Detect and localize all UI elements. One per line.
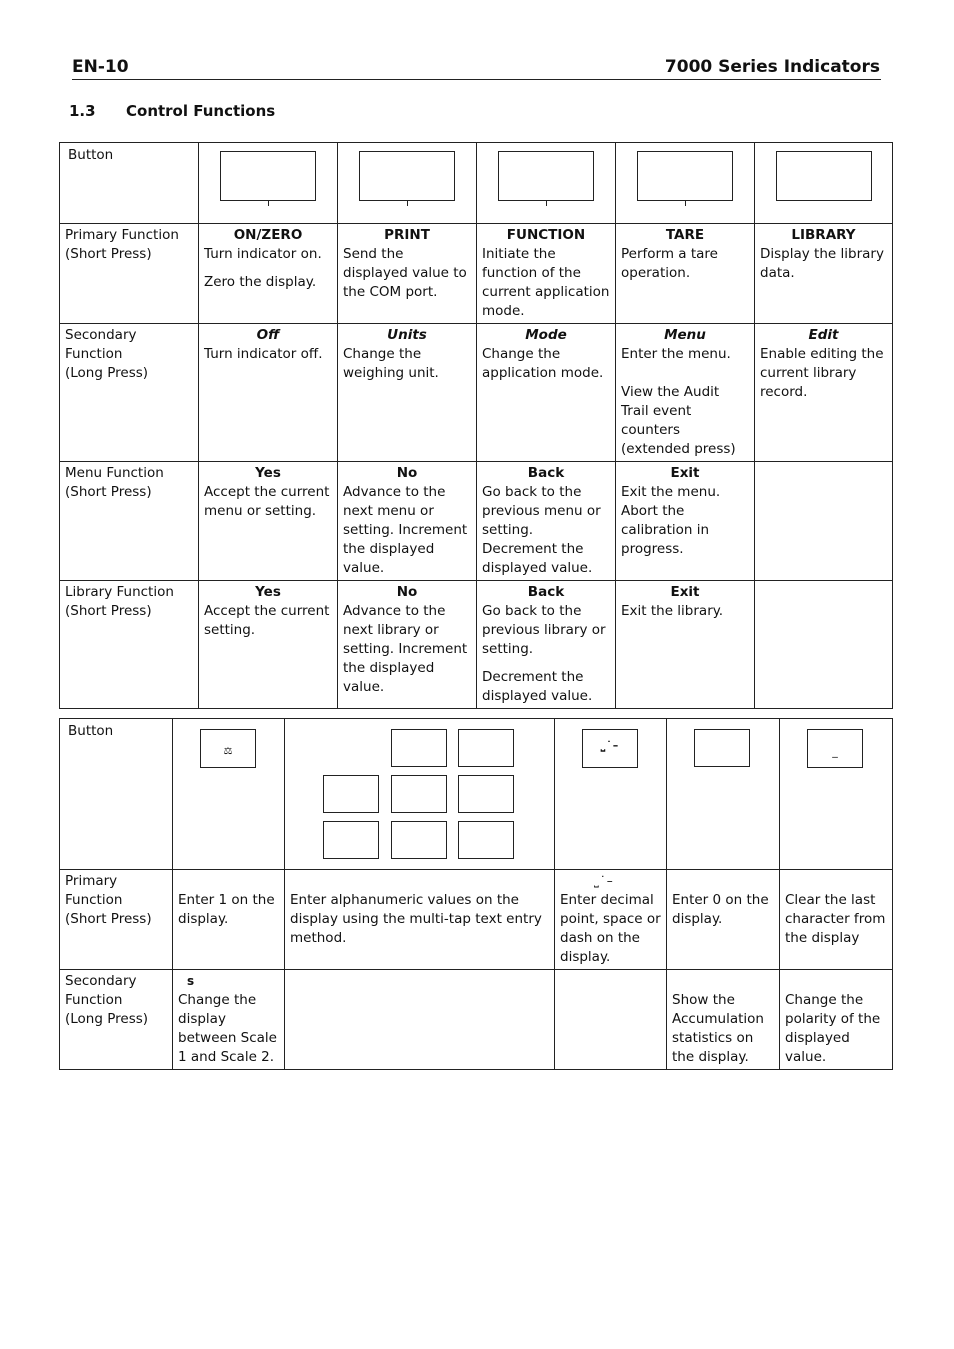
function-name: FUNCTION: [506, 227, 586, 243]
function-name: Yes: [255, 584, 281, 600]
function-description: [285, 970, 555, 1070]
decimal-key-icon: [582, 729, 638, 768]
row-label: Primary Function (Short Press): [60, 870, 173, 970]
function-name: Yes: [255, 465, 281, 481]
keypad-key: [391, 775, 447, 813]
function-name: Mode: [525, 327, 567, 343]
table-row: [60, 970, 893, 1070]
control-functions-table: [59, 142, 893, 709]
clear-key-icon: [807, 729, 863, 768]
function-description: Decrement the displayed value.: [482, 669, 593, 704]
function-description: Enter 0 on the display.: [667, 870, 780, 970]
function-name: Edit: [808, 327, 839, 343]
function-name: Units: [387, 327, 427, 343]
table-row: [60, 143, 893, 224]
function-name: Off: [256, 327, 280, 343]
row-label: Secondary Function (Long Press): [60, 324, 199, 462]
keypad-key: [323, 775, 379, 813]
function-name: PRINT: [384, 227, 430, 243]
keypad-key: [458, 729, 514, 767]
function-cell: [616, 462, 755, 581]
button-cell: [173, 719, 285, 870]
function-description: Turn indicator off.: [204, 346, 323, 362]
scale-icon: ⚖: [223, 746, 233, 757]
clear-icon: _: [832, 745, 838, 758]
table-row: [60, 224, 893, 324]
zero-key-icon: [694, 729, 750, 767]
function-description: Exit the library.: [621, 603, 724, 619]
function-name: Exit: [670, 584, 700, 600]
function-cell: [755, 324, 893, 462]
function-description: Go back to the previous menu or setting. Decrement the displayed value.: [482, 484, 601, 576]
function-key-icon: [498, 151, 594, 201]
function-cell: [755, 462, 893, 581]
button-cell: [555, 719, 667, 870]
function-name: Back: [527, 465, 565, 481]
function-cell: [477, 581, 616, 709]
header-rule: [72, 79, 881, 80]
function-cell: [199, 462, 338, 581]
function-name: LIBRARY: [791, 227, 856, 243]
button-cell: [616, 143, 755, 224]
function-cell: [199, 224, 338, 324]
function-name: Exit: [670, 465, 700, 481]
function-description: Zero the display.: [204, 274, 317, 290]
button-cell: [477, 143, 616, 224]
decimal-space-dash-icon: ⎵˙–: [600, 739, 620, 752]
function-description: View the Audit Trail event counters (extended press): [621, 384, 736, 457]
decimal-space-dash-icon: ⎵˙–: [594, 874, 614, 888]
function-description: Accept the current setting.: [204, 603, 330, 638]
table-row: [60, 462, 893, 581]
function-cell: [477, 324, 616, 462]
table-row: [60, 581, 893, 709]
function-description: Enable editing the current library record.: [760, 346, 884, 400]
function-description: Clear the last character from the display: [780, 870, 893, 970]
function-cell: [338, 581, 477, 709]
function-cell: [755, 224, 893, 324]
function-description: Advance to the next library or setting. Increment the displayed value.: [343, 603, 468, 695]
row-label: Button: [60, 143, 199, 224]
function-cell: [616, 581, 755, 709]
function-cell: [199, 324, 338, 462]
function-description: Go back to the previous library or setting.: [482, 603, 606, 657]
function-description: Perform a tare operation.: [621, 246, 718, 281]
function-description: Enter the menu.: [621, 346, 731, 362]
function-description: Change the polarity of the displayed value.: [780, 970, 893, 1070]
button-cell: [285, 719, 555, 870]
document-title: 7000 Series Indicators: [664, 57, 880, 77]
function-cell: [338, 462, 477, 581]
function-cell: [477, 462, 616, 581]
function-cell: [755, 581, 893, 709]
section-title: Control Functions: [126, 102, 276, 120]
function-description: Advance to the next menu or setting. Increment the displayed value.: [343, 484, 468, 576]
function-description: Enter decimal point, space or dash on the display.: [560, 892, 661, 965]
keypad-key: [323, 821, 379, 859]
keypad-key: [458, 821, 514, 859]
function-name: No: [396, 584, 418, 600]
row-label: Menu Function (Short Press): [60, 462, 199, 581]
row-label: Primary Function (Short Press): [60, 224, 199, 324]
function-description: Enter alphanumeric values on the display using the multi-tap text entry method.: [285, 870, 555, 970]
function-cell: [338, 224, 477, 324]
on-zero-key-icon: [220, 151, 316, 201]
button-cell: [755, 143, 893, 224]
print-key-icon: [359, 151, 455, 201]
table-row: [60, 870, 893, 970]
function-description: Accept the current menu or setting.: [204, 484, 330, 519]
numeric-keypad-functions-table: [59, 718, 893, 1070]
function-name: No: [396, 465, 418, 481]
function-cell: [477, 224, 616, 324]
function-cell: [199, 581, 338, 709]
function-cell: [616, 324, 755, 462]
function-description: Display the library data.: [760, 246, 884, 281]
button-cell: [667, 719, 780, 870]
keypad-key: [391, 729, 447, 767]
keypad-key: [458, 775, 514, 813]
function-name: Menu: [664, 327, 706, 343]
function-description: Change the application mode.: [482, 346, 604, 381]
function-cell: [338, 324, 477, 462]
row-label: Button: [60, 719, 173, 870]
function-description: Send the displayed value to the COM port.: [343, 246, 467, 300]
function-description: Enter 1 on the display.: [173, 870, 285, 970]
section-number: 1.3: [69, 102, 96, 120]
function-description: Turn indicator on.: [204, 246, 322, 262]
tare-key-icon: [637, 151, 733, 201]
function-name: Back: [527, 584, 565, 600]
function-description: Change the weighing unit.: [343, 346, 439, 381]
function-name: ON/ZERO: [233, 227, 303, 243]
function-cell: [616, 224, 755, 324]
function-description: Show the Accumulation statistics on the display.: [667, 970, 780, 1070]
row-label: Secondary Function (Long Press): [60, 970, 173, 1070]
button-cell: [780, 719, 893, 870]
button-cell: [338, 143, 477, 224]
function-cell: [173, 970, 285, 1070]
function-description: Change the display between Scale 1 and Scale 2.: [178, 992, 277, 1065]
library-key-icon: [776, 151, 872, 201]
row-label: Library Function (Short Press): [60, 581, 199, 709]
keypad-key: [391, 821, 447, 859]
table-row: [60, 719, 893, 870]
function-description: [555, 970, 667, 1070]
function-name: TARE: [665, 227, 705, 243]
table-row: [60, 324, 893, 462]
function-description: Exit the menu. Abort the calibration in progress.: [621, 484, 721, 557]
scale-key-icon: [200, 729, 256, 768]
function-description: Initiate the function of the current application mode.: [482, 246, 610, 319]
function-name: s: [187, 974, 195, 988]
button-cell: [199, 143, 338, 224]
page-code: EN-10: [72, 57, 129, 77]
alphanumeric-keypad-icon: [290, 721, 549, 867]
function-cell: [555, 870, 667, 970]
